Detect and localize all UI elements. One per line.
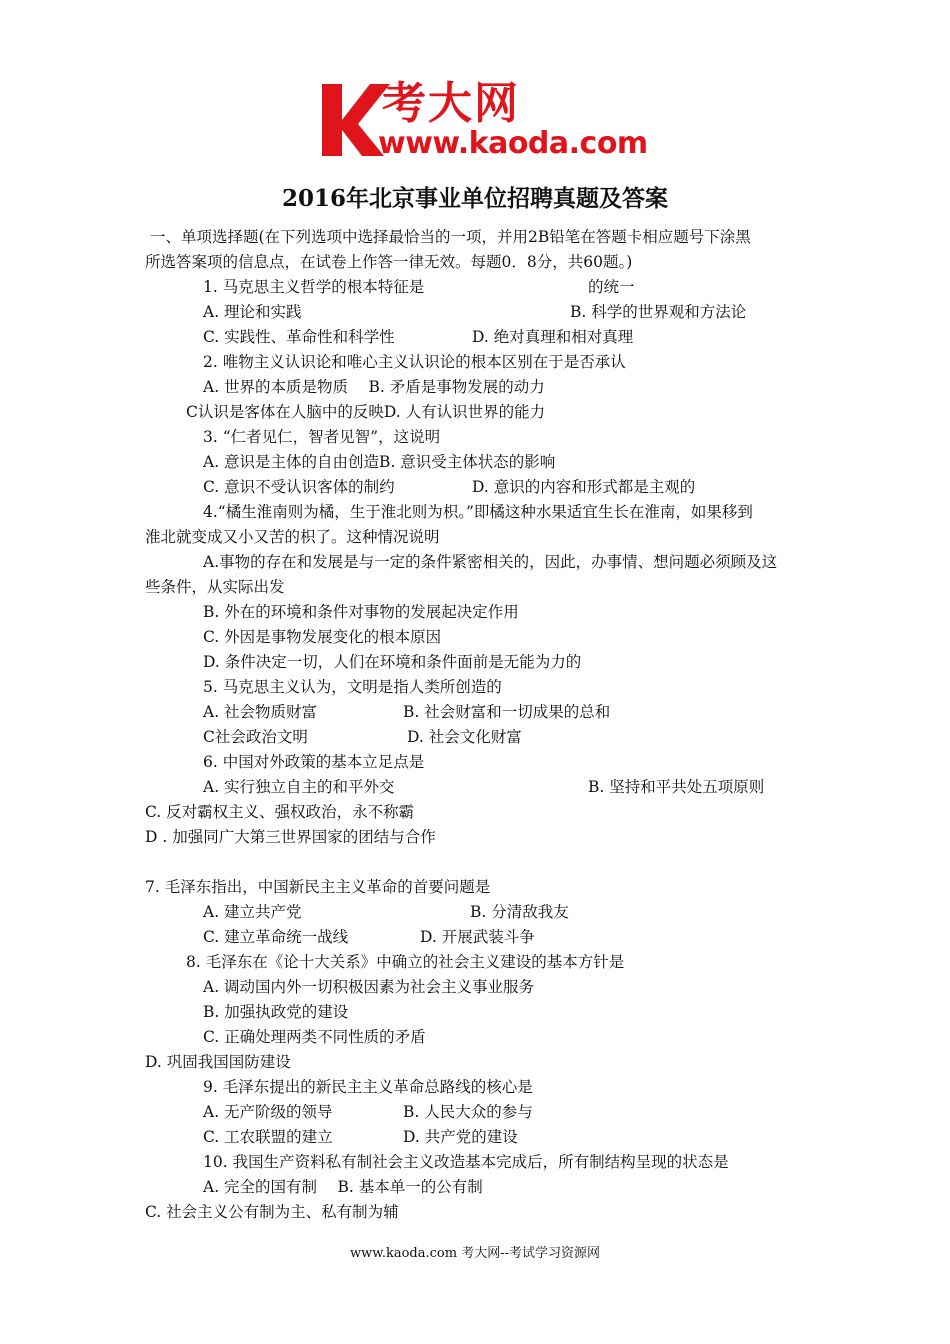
q5-option-c: C社会政治文明 (203, 728, 308, 746)
section-heading-cont: 所选答案项的信息点，在试卷上作答一律无效。每题0．8分，共60题。) (145, 253, 633, 271)
q9-option-d: D. 共产党的建设 (403, 1128, 518, 1146)
q6-option-c: C. 反对霸权主义、强权政治，永不称霸 (145, 803, 415, 821)
q2-stem: 2. 唯物主义认识论和唯心主义认识论的根本区别在于是否承认 (203, 353, 626, 371)
q6-option-d: D . 加强同广大第三世界国家的团结与合作 (145, 828, 436, 846)
q1-option-b: B. 科学的世界观和方法论 (570, 303, 747, 321)
q5-option-b: B. 社会财富和一切成果的总和 (403, 703, 611, 721)
q6-option-b: B. 坚持和平共处五项原则 (588, 778, 765, 796)
q1-stem-tail: 的统一 (588, 278, 635, 296)
section-heading: 一、单项选择题(在下列选项中选择最恰当的一项，并用2B铅笔在答题卡相应题号下涂黑 (150, 228, 751, 246)
q10-stem: 10. 我国生产资料私有制社会主义改造基本完成后，所有制结构呈现的状态是 (203, 1153, 729, 1171)
q1-option-d: D. 绝对真理和相对真理 (472, 328, 634, 346)
q4-option-a-cont: 些条件，从实际出发 (145, 578, 285, 596)
q4-stem: 4.“橘生淮南则为橘，生于淮北则为枳。”即橘这种水果适宜生长在淮南，如果移到 (203, 503, 753, 521)
q8-stem: 8. 毛泽东在《论十大关系》中确立的社会主义建设的基本方针是 (186, 953, 625, 971)
q7-option-a: A. 建立共产党 (203, 903, 302, 921)
q4-stem-cont: 淮北就变成又小又苦的枳了。这种情况说明 (145, 528, 440, 546)
logo-brand-text: 考大网 (382, 78, 520, 129)
q4-option-c: C. 外因是事物发展变化的根本原因 (203, 628, 442, 646)
q4-option-a: A.事物的存在和发展是与一定的条件紧密相关的，因此，办事情、想问题必须顾及这 (203, 553, 778, 571)
q9-option-c: C. 工农联盟的建立 (203, 1128, 333, 1146)
q7-stem: 7. 毛泽东指出，中国新民主主义革命的首要问题是 (145, 878, 491, 896)
q5-option-a: A. 社会物质财富 (203, 703, 318, 721)
q3-options-ab: A. 意识是主体的自由创造B. 意识受主体状态的影响 (203, 453, 556, 471)
q6-stem: 6. 中国对外政策的基本立足点是 (203, 753, 425, 771)
q1-option-c: C. 实践性、革命性和科学性 (203, 328, 395, 346)
q9-option-b: B. 人民大众的参与 (403, 1103, 533, 1121)
q9-option-a: A. 无产阶级的领导 (203, 1103, 333, 1121)
logo-url-text: www.kaoda.com (378, 126, 648, 161)
q5-stem: 5. 马克思主义认为，文明是指人类所创造的 (203, 678, 502, 696)
q3-stem: 3. “仁者见仁，智者见智”，这说明 (203, 428, 441, 446)
q8-option-a: A. 调动国内外一切积极因素为社会主义事业服务 (203, 978, 535, 996)
q8-option-b: B. 加强执政党的建设 (203, 1003, 349, 1021)
q8-option-c: C. 正确处理两类不同性质的矛盾 (203, 1028, 426, 1046)
q4-option-d: D. 条件决定一切，人们在环境和条件面前是无能为力的 (203, 653, 582, 671)
page-title: 2016年北京事业单位招聘真题及答案 (281, 185, 668, 212)
q10-options-ab: A. 完全的国有制 B. 基本单一的公有制 (203, 1178, 483, 1196)
q7-option-c: C. 建立革命统一战线 (203, 928, 349, 946)
q8-option-d: D. 巩固我国国防建设 (145, 1053, 291, 1071)
q3-option-d: D. 意识的内容和形式都是主观的 (472, 478, 696, 496)
q4-option-b: B. 外在的环境和条件对事物的发展起决定作用 (203, 603, 519, 621)
q6-option-a: A. 实行独立自主的和平外交 (203, 778, 395, 796)
page-footer: www.kaoda.com 考大网--考试学习资源网 (350, 1246, 600, 1261)
q9-stem: 9. 毛泽东提出的新民主主义革命总路线的核心是 (203, 1078, 533, 1096)
q1-stem: 1. 马克思主义哲学的根本特征是 (203, 278, 425, 296)
kaoda-logo (318, 78, 648, 162)
q7-option-d: D. 开展武装斗争 (420, 928, 535, 946)
q5-option-d: D. 社会文化财富 (407, 728, 522, 746)
q3-option-c: C. 意识不受认识客体的制约 (203, 478, 395, 496)
q7-option-b: B. 分清敌我友 (470, 903, 569, 921)
q1-option-a: A. 理论和实践 (203, 303, 302, 321)
q2-options-cd: C认识是客体在人脑中的反映D. 人有认识世界的能力 (186, 403, 546, 421)
q2-options-ab: A. 世界的本质是物质 B. 矛盾是事物发展的动力 (203, 378, 545, 396)
q10-option-c: C. 社会主义公有制为主、私有制为辅 (145, 1203, 399, 1221)
